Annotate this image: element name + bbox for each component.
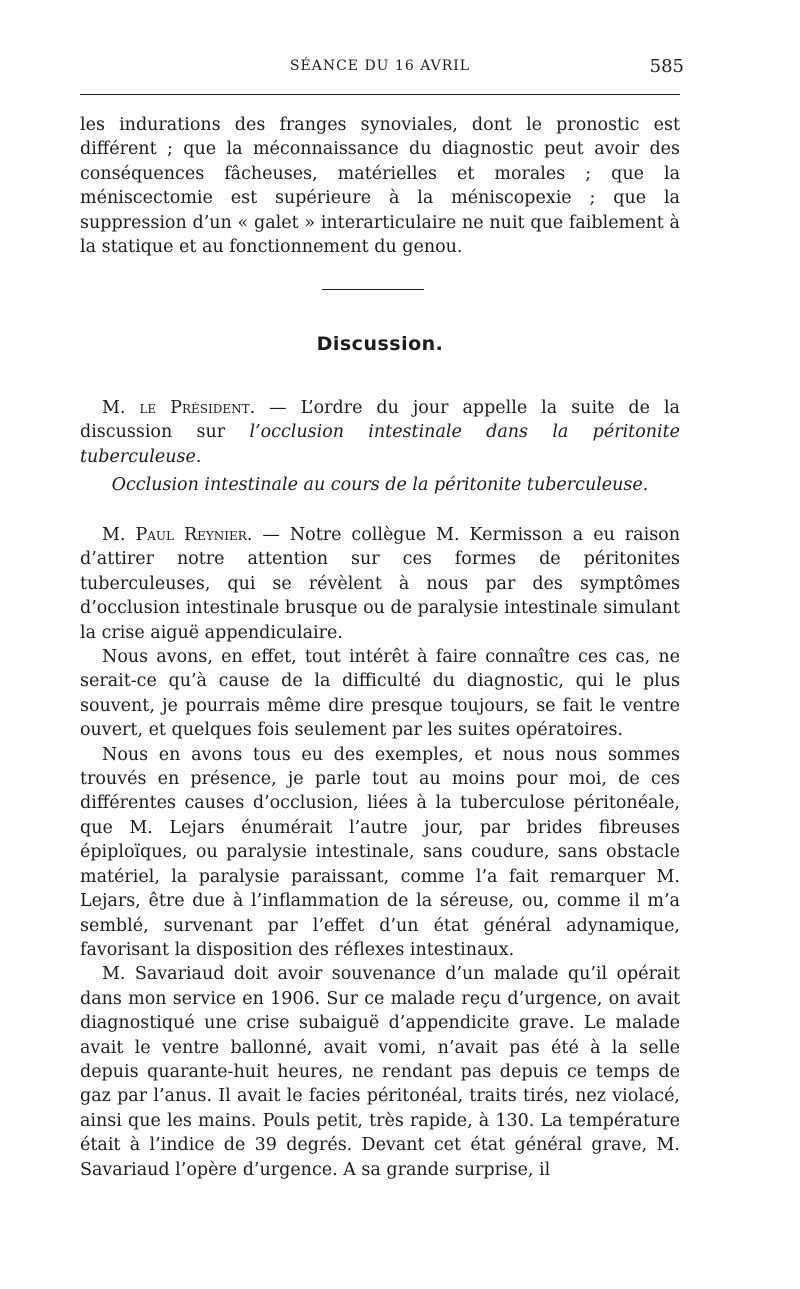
president-block (80, 396, 680, 469)
president-paragraph (80, 396, 680, 469)
header-rule (80, 94, 680, 95)
body-block (80, 523, 680, 1182)
reynier-text: — Notre collègue M. Kermisson a eu raison d’attirer notre attention sur ces formes de péritonites tuberculeuses, qui se révèlent à nous par des symptômes d’occlusion intestinale brusque ou de paralysie intestinale simulant la crise aiguë appendiculaire. (80, 525, 680, 643)
body-paragraph: Nous en avons tous eu des exemples, et nous nous sommes trouvés en présence, je parle tout au moins pour moi, de ces différentes causes d’occlusion, liées à la tuberculose péritonéale, que M. Lejars énumérait l’autre jour, par brides fibreuses épiploïques, ou paralysie intestinale, sans coudure, sans obstacle matériel, la paralysie paraissant, comme l’a fait remarquer M. Lejars, être due à l’inflammation de la séreuse, ou, comme il m’a semblé, survenant par l’effet d’un état général adynamique, favorisant la disposition des réflexes intestinaux. (80, 744, 680, 960)
speaker-reynier: M. Paul Reynier. (102, 525, 253, 545)
running-title: SÉANCE DU 16 AVRIL (289, 58, 471, 74)
president-topic: l’occlusion intestinale dans la péritonite tuberculeuse. (80, 422, 680, 467)
section-heading: Discussion. (316, 333, 444, 355)
reynier-paragraph (80, 523, 680, 645)
section-separator (322, 289, 424, 290)
body-paragraph: Nous avons, en effet, tout intérêt à faire connaître ces cas, ne serait-ce qu’à cause de la difficulté du diagnostic, qui le plus souvent, je pourrais même dire presque toujours, se fait le ventre ouvert, et quelques fois seulement par les suites opératoires. (80, 647, 680, 741)
president-text: — L’ordre du jour appelle la suite de la discussion sur (80, 398, 680, 443)
running-header (80, 56, 684, 82)
intro-paragraph: les indurations des franges synoviales, dont le pronostic est différent ; que la méconnaissance du diagnostic peut avoir des conséquences fâcheuses, matérielles et morales ; que la méniscectomie est supérieure à la méniscopexie ; que la suppression d’un « galet » interarticulaire ne nuit que faiblement à la statique et au fonctionnement du genou. (80, 115, 680, 258)
body-paragraph: M. Savariaud doit avoir souvenance d’un malade qu’il opérait dans mon service en 1906. Sur ce malade reçu d’urgence, on avait diagnostiqué une crise subaiguë d’appendicite grave. Le malade avait le ventre ballonné, avait vomi, n’avait pas été à la selle depuis quarante-huit heures, ne rendant pas depuis ce temps de gaz par l’anus. Il avait le facies péritonéal, traits tirés, nez violacé, ainsi que les mains. Pouls petit, très rapide, à 130. La température était à l’indice de 39 degrés. Devant cet état général grave, M. Savariaud l’opère d’urgence. A sa grande surprise, il (80, 964, 680, 1180)
intro-block (80, 113, 680, 259)
speaker-president: M. le Président. (102, 398, 256, 418)
article-subtitle: Occlusion intestinale au cours de la péritonite tuberculeuse. (111, 475, 649, 495)
page-number: 585 (649, 56, 684, 77)
